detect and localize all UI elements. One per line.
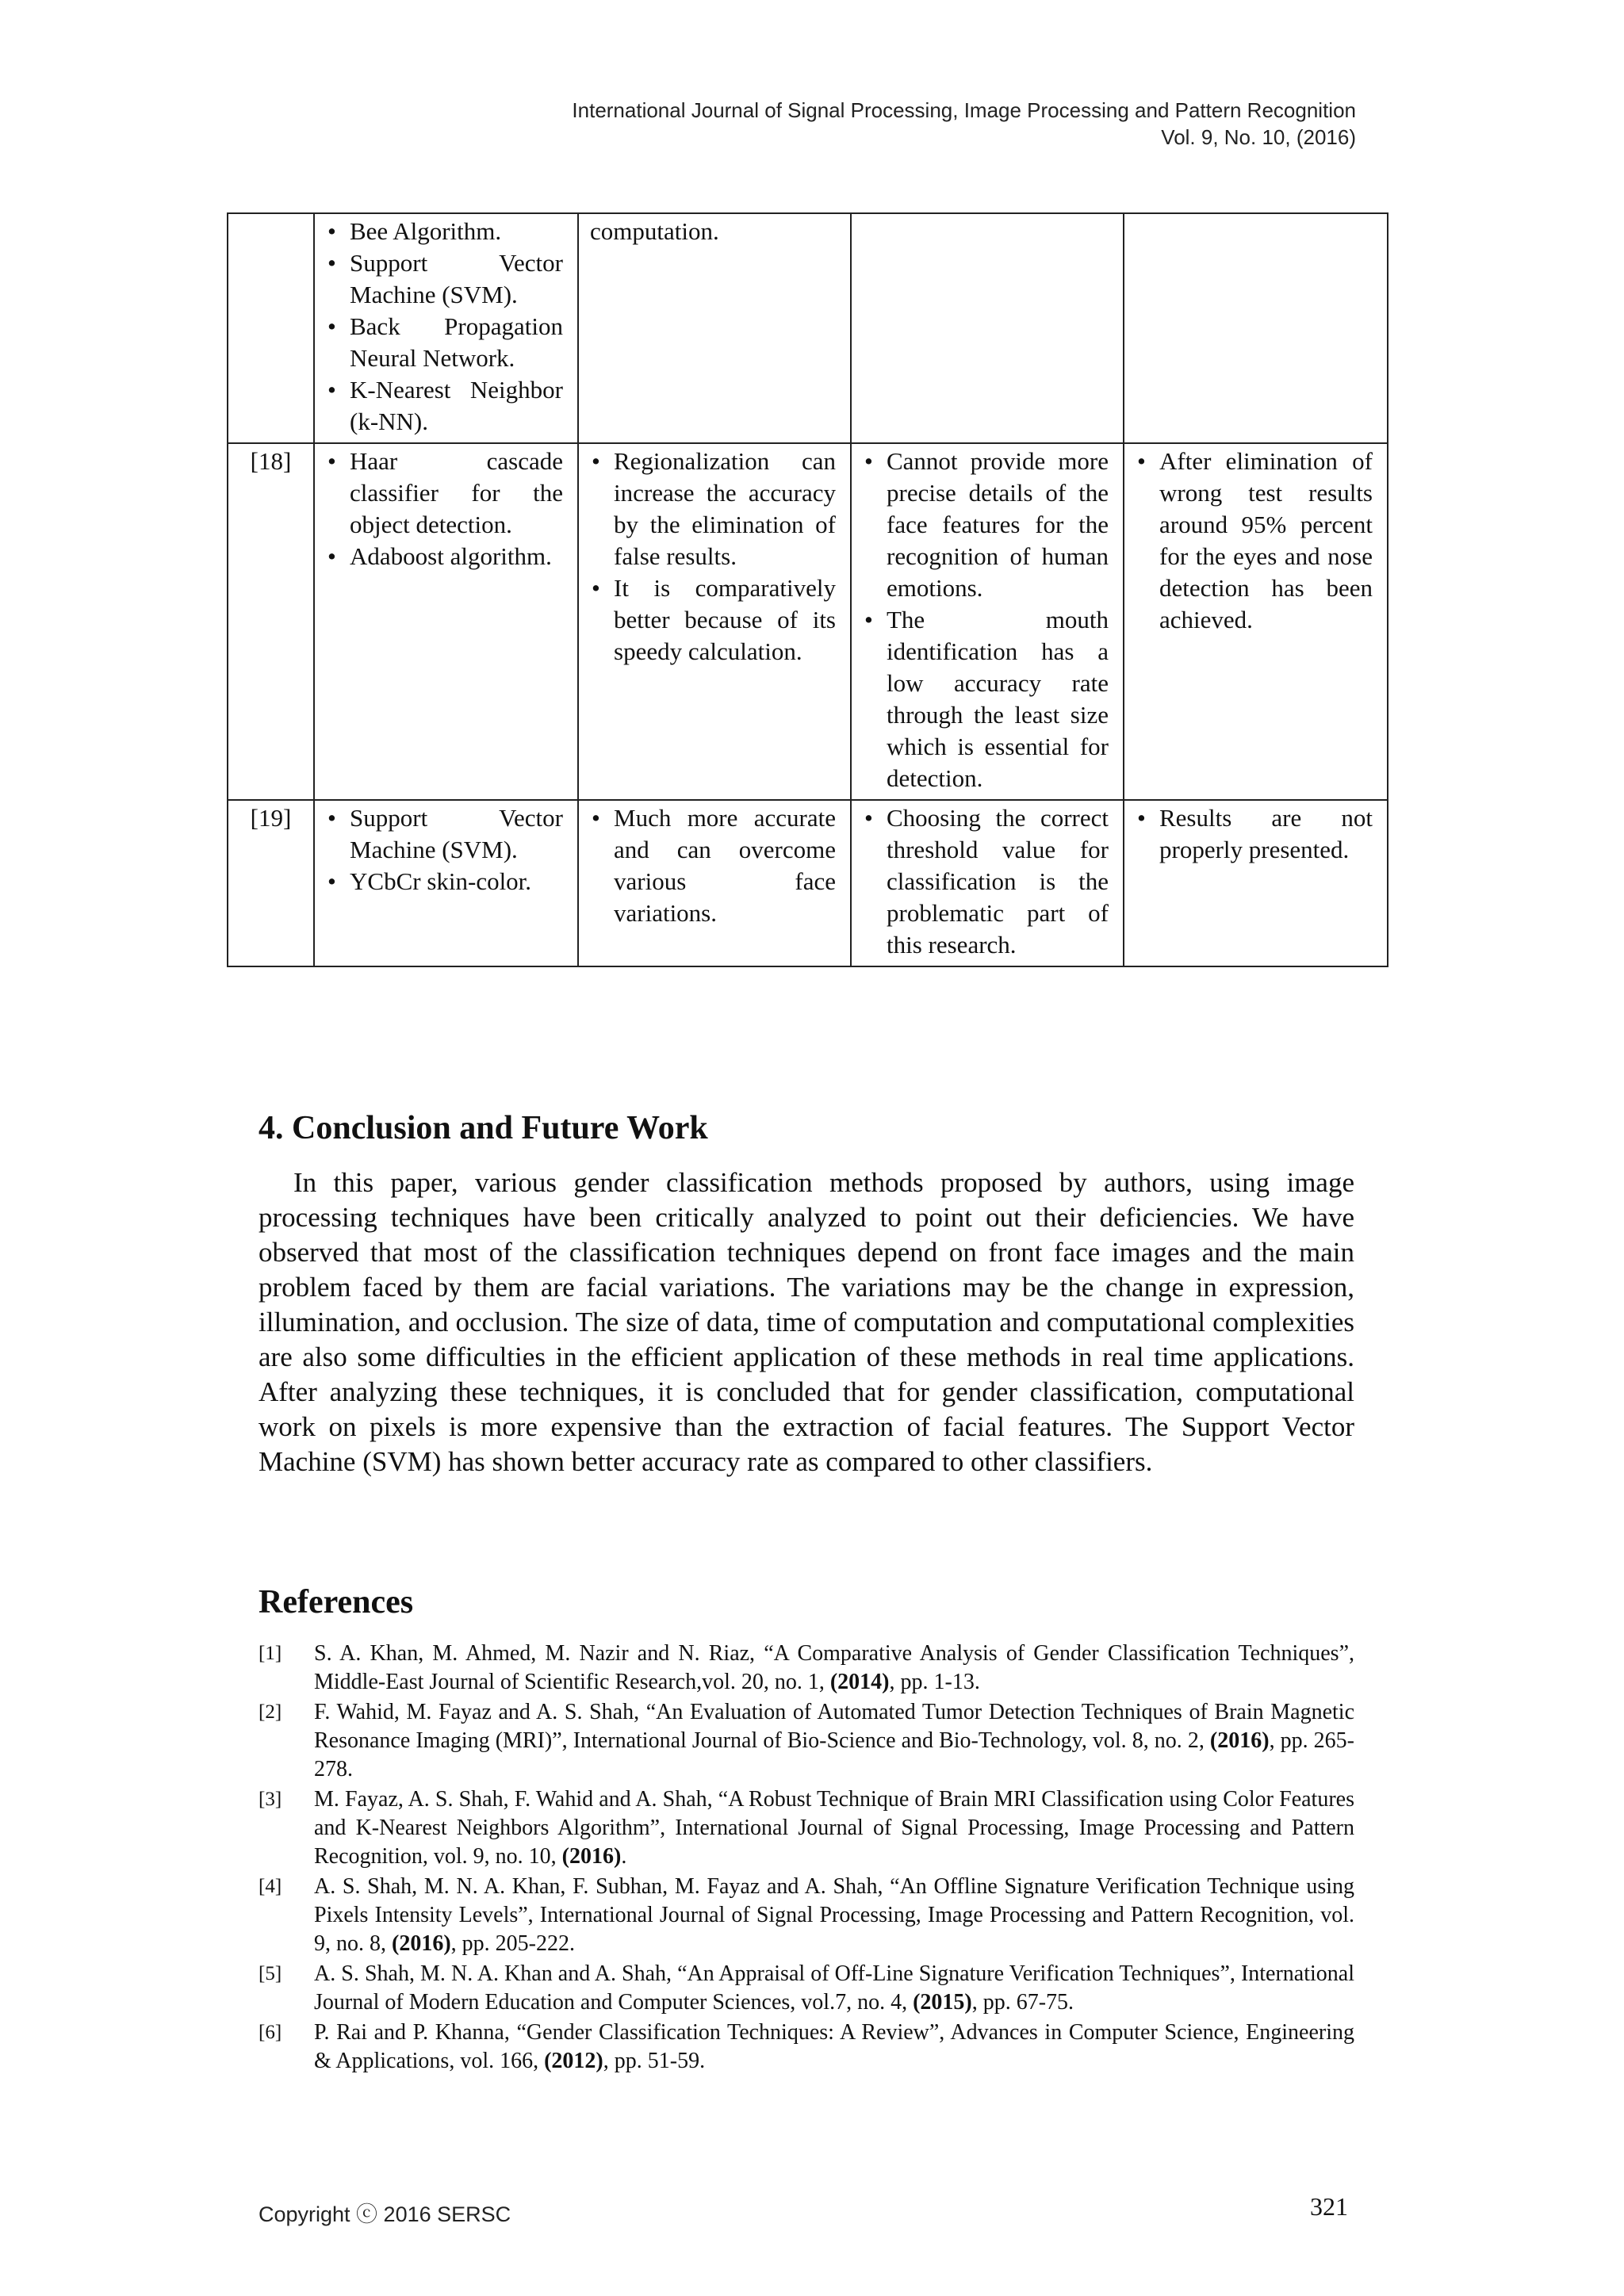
reference-pages: , pp. 67-75. xyxy=(971,1990,1074,2015)
limitations-list xyxy=(863,446,1109,794)
section-title-conclusion: 4. Conclusion and Future Work xyxy=(259,1110,708,1146)
reference-body: A. S. Shah, M. N. A. Khan, F. Subhan, M. Fayaz and A. Shah, “An Offline Signature Verification Technique using Pixels Intensity Levels”, International Journal of Signal Processing, Image Processing and Pattern Recognition, vol. 9, no. 8, xyxy=(314,1874,1354,1956)
table-bullet-item xyxy=(326,374,563,438)
reference-body: M. Fayaz, A. S. Shah, F. Wahid and A. Shah, “A Robust Technique of Brain MRI Classification using Color Features and K-Nearest Neighbors Algorithm”, International Journal of Signal Processing, Image Processing and Pattern Recognition, vol. 9, no. 10, xyxy=(314,1787,1354,1869)
advantages-text: computation. xyxy=(590,217,719,245)
reference-index: [1] xyxy=(259,1643,282,1664)
reference-pages: , pp. 1-13. xyxy=(889,1670,980,1694)
section-title-references: References xyxy=(259,1584,414,1621)
reference-item xyxy=(259,1640,1354,1697)
reference-text xyxy=(314,1698,1354,1784)
cell-reference xyxy=(228,213,314,443)
table-bullet-item xyxy=(326,216,563,247)
page-number: 321 xyxy=(1310,2192,1348,2221)
bullet-icon: • xyxy=(864,606,873,633)
reference-pages: , pp. 205-222. xyxy=(450,1931,575,1956)
cell-methods xyxy=(314,443,578,800)
table-bullet-item xyxy=(1136,802,1373,866)
cell-methods xyxy=(314,213,578,443)
cell-results xyxy=(1124,213,1388,443)
cell-reference xyxy=(228,800,314,966)
bullet-text: It is comparatively better because of its speedy calculation. xyxy=(614,574,836,665)
journal-name: International Journal of Signal Processing, Image Processing and Pattern Recognition xyxy=(572,98,1356,122)
reference-text xyxy=(314,1960,1354,2017)
reference-number: [19] xyxy=(250,804,292,832)
bullet-text: Back Propagation Neural Network. xyxy=(350,312,563,372)
reference-text xyxy=(314,1640,1354,1697)
bullet-text: YCbCr skin-color. xyxy=(350,867,532,895)
conclusion-paragraph: In this paper, various gender classification methods proposed by authors, using image processing techniques have been critically analyzed to point out their deficiencies. We have observed that most of the classification techniques depend on front face images and the main problem faced by them are facial variations. The variations may be the change in expression, illumination, and occlusion. The size of data, time of computation and computational complexities are also some difficulties in the efficient application of these methods in real time applications. After analyzing these techniques, it is concluded that for gender classification, computational work on pixels is more expensive than the extraction of facial features. The Support Vector Machine (SVM) has shown better accuracy rate as compared to other classifiers. xyxy=(259,1167,1354,1477)
reference-index: [6] xyxy=(259,2022,282,2043)
reference-item xyxy=(259,1698,1354,1784)
reference-year: (2012) xyxy=(544,2049,603,2073)
table-bullet-item xyxy=(326,866,563,897)
reference-year: (2016) xyxy=(392,1931,451,1956)
reference-item xyxy=(259,1960,1354,2017)
bullet-icon: • xyxy=(592,447,600,475)
reference-item xyxy=(259,1785,1354,1871)
cell-results xyxy=(1124,443,1388,800)
table-bullet-item xyxy=(326,311,563,374)
bullet-icon: • xyxy=(864,804,873,832)
comparison-table xyxy=(227,212,1388,967)
results-list xyxy=(1136,446,1373,636)
reference-body: S. A. Khan, M. Ahmed, M. Nazir and N. Riaz, “A Comparative Analysis of Gender Classification Techniques”, Middle-East Journal of Scientific Research,vol. 20, no. 1, xyxy=(314,1641,1354,1694)
reference-year: (2015) xyxy=(913,1990,972,2015)
methods-list xyxy=(326,216,563,438)
bullet-text: Haar cascade classifier for the object detection. xyxy=(350,447,563,538)
table-bullet-item xyxy=(326,802,563,866)
reference-index: [3] xyxy=(259,1789,282,1810)
reference-body: F. Wahid, M. Fayaz and A. S. Shah, “An Evaluation of Automated Tumor Detection Techniques of Brain Magnetic Resonance Imaging (MRI)”, International Journal of Bio-Science and Bio-Technology, vol. 8, no. 2, xyxy=(314,1700,1354,1753)
cell-results xyxy=(1124,800,1388,966)
bullet-text: Support Vector Machine (SVM). xyxy=(350,804,563,863)
cell-limitations xyxy=(851,213,1124,443)
table-row xyxy=(228,443,1388,800)
bullet-text: Results are not properly presented. xyxy=(1159,804,1373,863)
table-row xyxy=(228,800,1388,966)
methods-list xyxy=(326,446,563,572)
bullet-icon: • xyxy=(327,217,336,245)
bullet-icon: • xyxy=(327,312,336,340)
reference-index: [2] xyxy=(259,1701,282,1723)
bullet-text: Choosing the correct threshold value for classification is the problematic part of this research. xyxy=(887,804,1109,959)
reference-body: A. S. Shah, M. N. A. Khan and A. Shah, “An Appraisal of Off-Line Signature Verification Techniques”, International Journal of Modern Education and Computer Sciences, vol.7, no. 4, xyxy=(314,1961,1354,2015)
table-bullet-item xyxy=(863,802,1109,961)
reference-year: (2016) xyxy=(1209,1728,1270,1753)
bullet-icon: • xyxy=(327,447,336,475)
results-list xyxy=(1136,802,1373,866)
reference-item xyxy=(259,1873,1354,1958)
bullet-icon: • xyxy=(1137,447,1146,475)
bullet-text: Much more accurate and can overcome various face variations. xyxy=(614,804,836,927)
bullet-icon: • xyxy=(1137,804,1146,832)
bullet-icon: • xyxy=(327,804,336,832)
bullet-text: The mouth identification has a low accuracy rate through the least size which is essential for detection. xyxy=(887,606,1109,792)
reference-index: [5] xyxy=(259,1963,282,1984)
table-bullet-item xyxy=(326,446,563,541)
copyright-notice: Copyright ⓒ 2016 SERSC xyxy=(259,2202,511,2226)
reference-text xyxy=(314,1873,1354,1958)
bullet-icon: • xyxy=(327,376,336,404)
table-bullet-item xyxy=(590,802,836,929)
bullet-icon: • xyxy=(327,867,336,895)
table-bullet-item xyxy=(863,604,1109,794)
reference-number: [18] xyxy=(250,447,292,475)
bullet-icon: • xyxy=(864,447,873,475)
reference-year: (2014) xyxy=(829,1670,890,1694)
table-bullet-item xyxy=(326,541,563,572)
cell-reference xyxy=(228,443,314,800)
reference-list xyxy=(259,1640,1354,2077)
bullet-icon: • xyxy=(327,249,336,277)
table-bullet-item xyxy=(863,446,1109,604)
bullet-text: Support Vector Machine (SVM). xyxy=(350,249,563,308)
reference-text xyxy=(314,2019,1354,2076)
bullet-icon: • xyxy=(592,574,600,602)
table-row xyxy=(228,213,1388,443)
cell-advantages xyxy=(578,213,851,443)
reference-item xyxy=(259,2019,1354,2076)
bullet-text: K-Nearest Neighbor (k-NN). xyxy=(350,376,563,435)
cell-limitations xyxy=(851,800,1124,966)
table-bullet-item xyxy=(326,247,563,311)
cell-advantages xyxy=(578,443,851,800)
reference-body: P. Rai and P. Khanna, “Gender Classification Techniques: A Review”, Advances in Computer Science, Engineering & Applications, vol. 166, xyxy=(314,2020,1354,2073)
bullet-text: Cannot provide more precise details of the face features for the recognition of human emotions. xyxy=(887,447,1109,602)
reference-year: (2016) xyxy=(561,1844,622,1869)
table-bullet-item xyxy=(1136,446,1373,636)
running-header xyxy=(444,97,1356,151)
limitations-list xyxy=(863,802,1109,961)
cell-methods xyxy=(314,800,578,966)
cell-advantages xyxy=(578,800,851,966)
advantages-list xyxy=(590,446,836,668)
cell-limitations xyxy=(851,443,1124,800)
bullet-icon: • xyxy=(327,542,336,570)
bullet-text: Regionalization can increase the accuracy by the elimination of false results. xyxy=(614,447,836,570)
bullet-icon: • xyxy=(592,804,600,832)
journal-volume: Vol. 9, No. 10, (2016) xyxy=(1161,125,1356,149)
bullet-text: After elimination of wrong test results around 95% percent for the eyes and nose detection has been achieved. xyxy=(1159,447,1373,633)
reference-pages: , pp. 51-59. xyxy=(603,2049,706,2073)
reference-pages: , pp. 265-278. xyxy=(314,1728,1354,1781)
bullet-text: Bee Algorithm. xyxy=(350,217,502,245)
advantages-list xyxy=(590,802,836,929)
bullet-text: Adaboost algorithm. xyxy=(350,542,552,570)
reference-pages: . xyxy=(621,1844,627,1869)
table-bullet-item xyxy=(590,572,836,668)
reference-text xyxy=(314,1785,1354,1871)
methods-list xyxy=(326,802,563,897)
table-bullet-item xyxy=(590,446,836,572)
reference-index: [4] xyxy=(259,1876,282,1897)
